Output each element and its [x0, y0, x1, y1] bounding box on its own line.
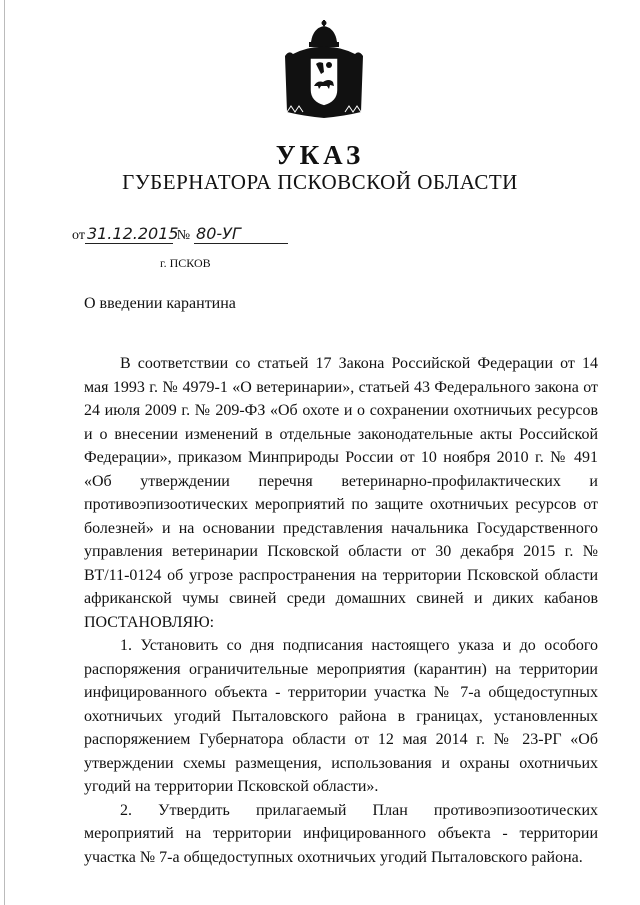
body-paragraph-item-1: 1. Установить со дня подписания настоящего указа и до особого распоряжения ограничительные мероприятия (карантин) на территории инфицированного объекта - территории участка № 7-а общедоступных охотничьих угодий Пыталовского района в границах, установленных распоряжением Губернатора области от 12 мая 2014 г. № 23-РГ «Об утверждении схемы размещения, использования и охраны охотничьих угодий на территории Псковской области».: [84, 637, 598, 795]
decree-issuer: ГУБЕРНАТОРА ПСКОВСКОЙ ОБЛАСТИ: [122, 170, 518, 194]
number-label: №: [176, 228, 191, 243]
scan-edge-line: [4, 0, 5, 905]
body-paragraph-preamble: В соответствии со статьей 17 Закона Российской Федерации от 14 мая 1993 г. № 4979-1 «О ветеринарии», статьей 43 Федерального закона от 24 июля 2009 г. № 209-ФЗ «Об охоте и о сохранении охотничьих ресурсов и о внесении изменений в отдельные законодательные акты Российской Федерации», приказом Минприроды России от 10 ноября 2010 г. № 491 «Об утверждении перечня ветеринарно-профилактических и противоэпизоотических мероприятий по защите охотничьих ресурсов от болезней» и на основании представления начальника Государственного управления ветеринарии Псковской области от 30 декабря 2015 г. № ВТ/11-0124 об угрозе распространения на территории Псковской области африканской чумы свиней среди домашних свиней и диких кабанов ПОСТАНОВЛЯЮ:: [84, 355, 598, 631]
decree-title: УКАЗ: [275, 140, 365, 170]
body-paragraph-item-2: 2. Утвердить прилагаемый План противоэпизоотических мероприятий на территории инфицированного объекта - территории участка № 7-а общедоступных охотничьих угодий Пыталовского района.: [84, 801, 598, 866]
city-label: г. ПСКОВ: [160, 256, 211, 270]
handwritten-date: 31.12.2015: [86, 224, 179, 243]
decree-body: [84, 352, 598, 869]
decree-subject: О введении карантина: [84, 295, 236, 312]
handwritten-number: 80-УГ: [194, 224, 288, 244]
date-label: от: [72, 228, 85, 243]
coat-of-arms-icon: [283, 20, 365, 120]
dateline: [72, 224, 288, 244]
